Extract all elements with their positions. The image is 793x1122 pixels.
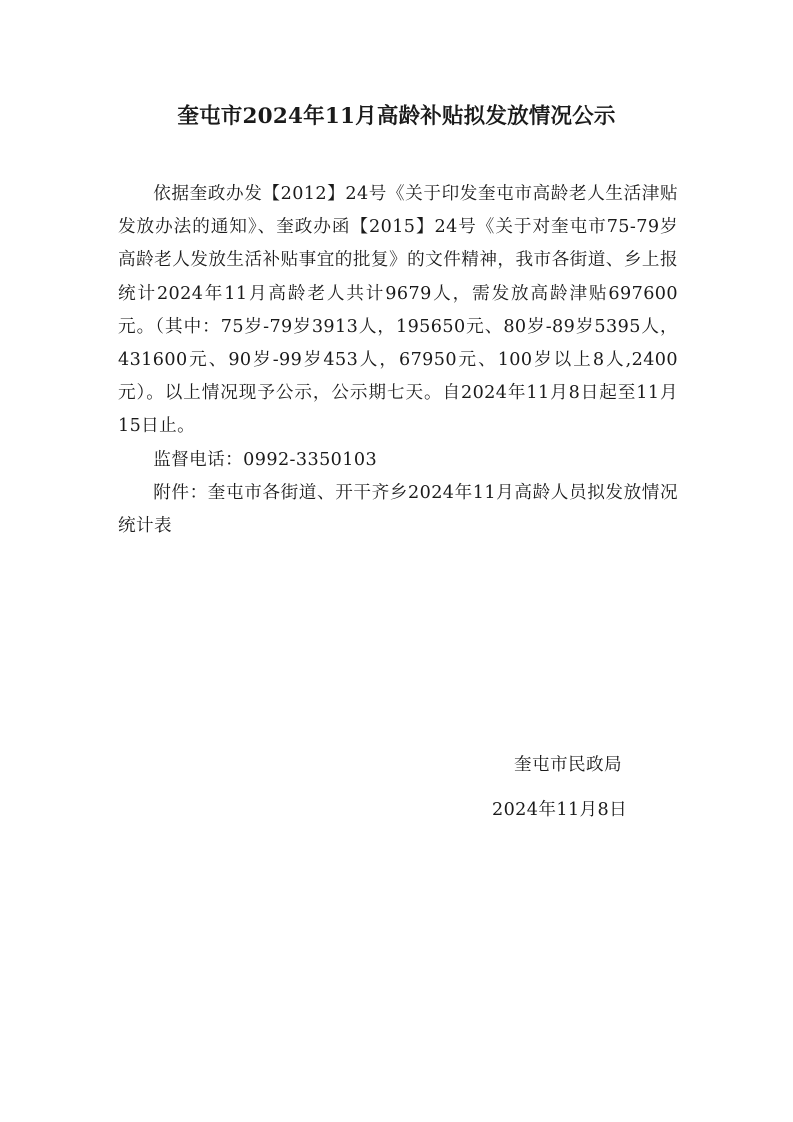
main-paragraph: 依据奎政办发【2012】24号《关于印发奎屯市高龄老人生活津贴发放办法的通知》、奎政办函【2015】24号《关于对奎屯市75-79岁高龄老人发放生活补贴事宜的批复》的文件精神，我市各街道、乡上报统计2024年11月高龄老人共计9679人，需发放高龄津贴697600元。（其中：75岁-79岁3913人，195650元、80岁-89岁5395人，431600元、90岁-99岁453人，67950元、100岁以上8人,2400元）。以上情况现予公示，公示期七天。自2024年11月8日起至11月15日止。: [118, 184, 678, 437]
signature-date: 2024年11月8日: [492, 800, 628, 820]
attachment-note: 附件：奎屯市各街道、开干齐乡2024年11月高龄人员拟发放情况统计表: [118, 482, 678, 537]
signature-organization: 奎屯市民政局: [514, 755, 622, 775]
document-body: [118, 178, 678, 543]
document-title: 奎屯市2024年11月高龄补贴拟发放情况公示: [177, 104, 616, 129]
supervision-phone: 监督电话：0992-3350103: [153, 449, 378, 470]
